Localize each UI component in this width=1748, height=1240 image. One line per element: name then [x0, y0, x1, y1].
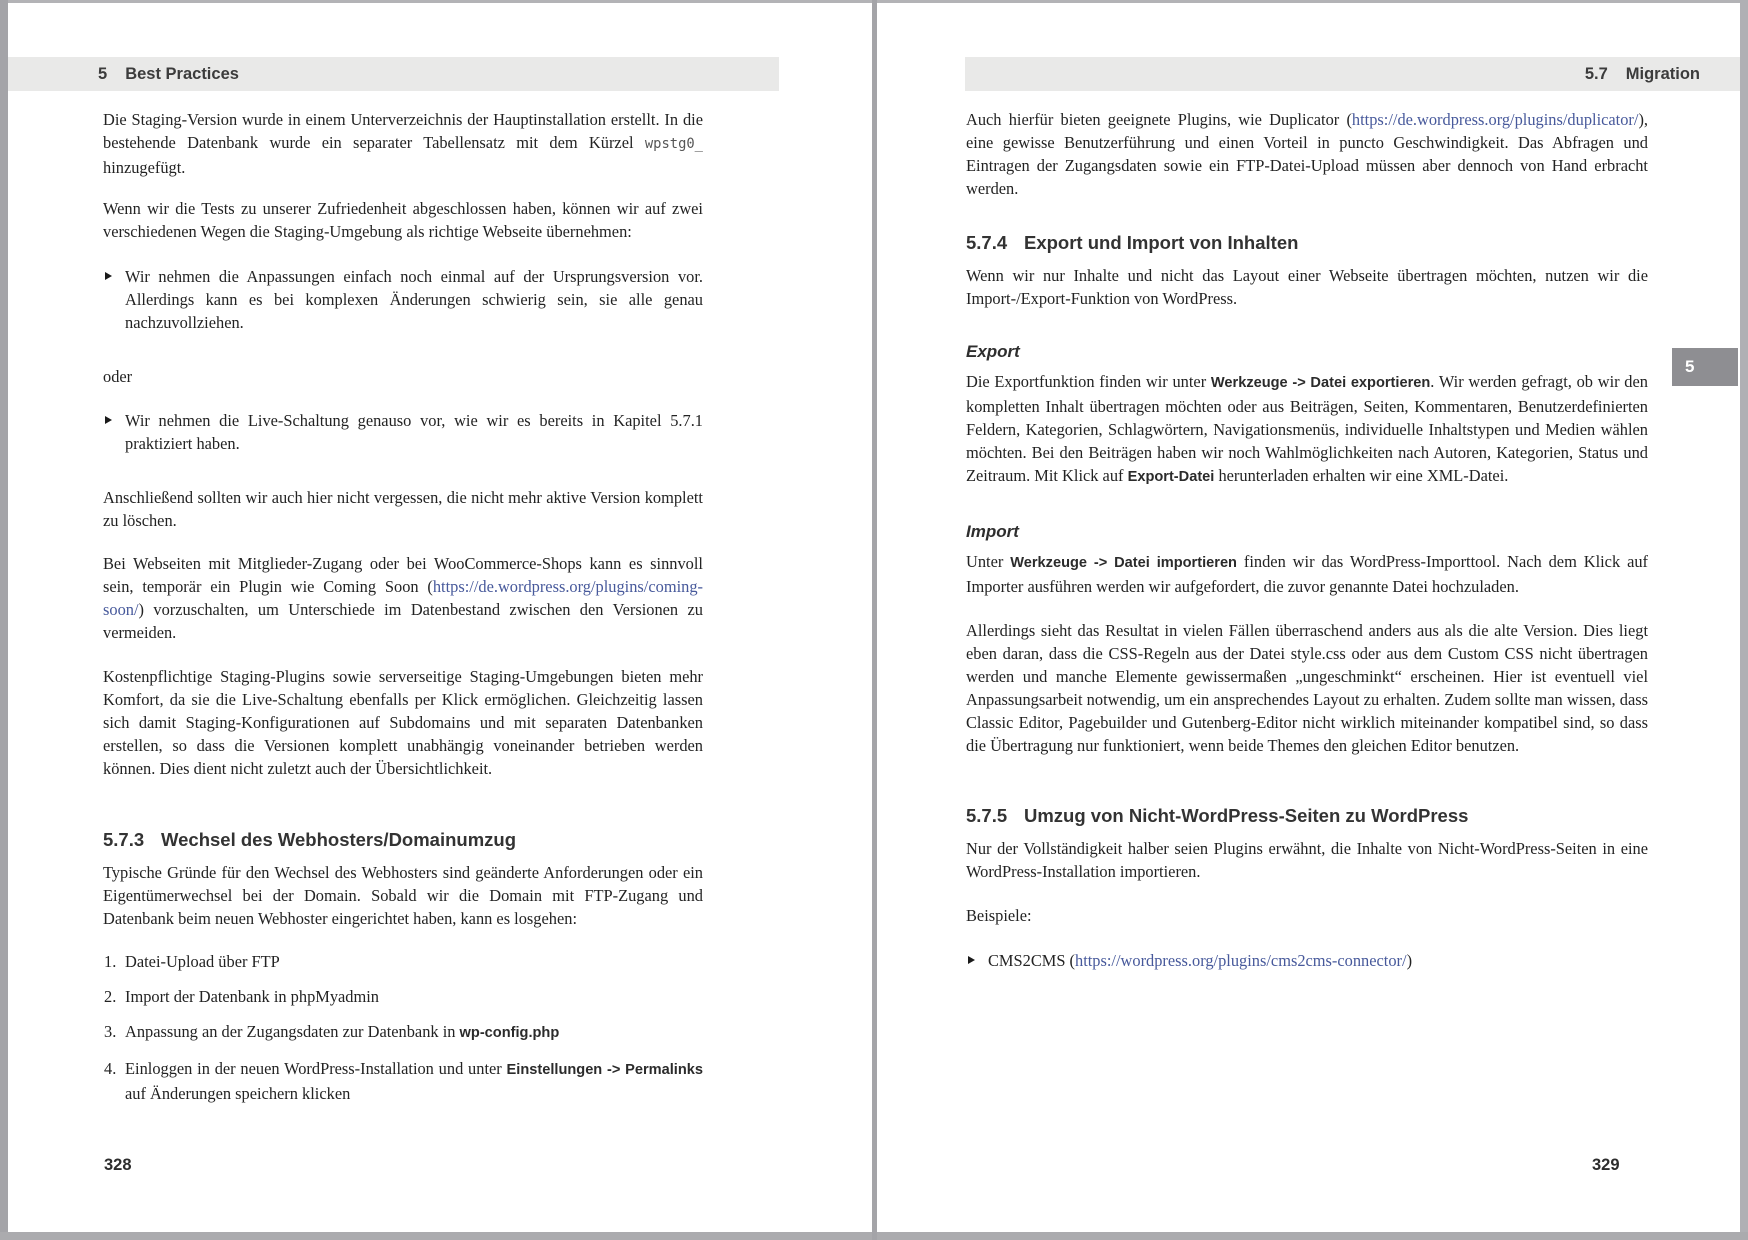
triangle-bullet-icon — [105, 272, 112, 280]
text-segment: ) — [1406, 951, 1413, 970]
bullet-item — [966, 949, 1648, 972]
connector-word: oder — [103, 367, 133, 386]
section-title: Umzug von Nicht-WordPress-Seiten zu WordPress — [1024, 805, 1469, 826]
text-segment: Unter — [966, 552, 1011, 571]
text-segment: Die Exportfunktion finden wir unter — [966, 372, 1211, 391]
bullet-item — [103, 265, 703, 334]
list-item-number: 3. — [104, 1022, 117, 1041]
right-running-head — [965, 57, 1740, 91]
paragraph — [966, 550, 1648, 598]
left-page — [8, 3, 872, 1232]
triangle-bullet-icon — [105, 416, 112, 424]
page-number: 328 — [104, 1156, 132, 1174]
text-segment: ), eine gewisse Benutzerführung und einen Vorteil in puncto Geschwindigkeit. Das Abfragen und Eintragen der Zugangsdaten sowie ein FTP-Datei-Upload müssen aber dennoch von Hand erbracht werden. — [966, 110, 1648, 198]
text-segment: herunterladen erhalten wir eine XML-Datei. — [1214, 466, 1509, 485]
text-segment: Werkzeuge -> Datei importieren — [1010, 555, 1237, 571]
bullet-text: Wir nehmen die Live-Schaltung genauso vor, wie wir es bereits in Kapitel 5.7.1 praktiziert haben. — [125, 411, 703, 453]
section-number: 5.7.5 — [966, 805, 1008, 826]
text-segment: CMS2CMS ( — [988, 951, 1075, 970]
paragraph — [103, 108, 703, 179]
list-item-text — [125, 1022, 559, 1041]
paragraph: Wenn wir die Tests zu unserer Zufriedenheit abgeschlossen haben, können wir auf zwei verschiedenen Wegen die Staging-Umgebung als richtige Webseite übernehmen: — [103, 199, 703, 241]
bullet-text — [988, 951, 1412, 970]
section-title: Migration — [1625, 64, 1700, 83]
section-heading — [966, 231, 1648, 255]
text-segment: Import der Datenbank in phpMyadmin — [125, 987, 379, 1006]
text-segment: Datei-Upload über FTP — [125, 952, 280, 971]
scan-border-left — [0, 0, 8, 1240]
list-item-number: 4. — [104, 1059, 117, 1078]
list-item-text — [125, 987, 379, 1006]
paragraph — [103, 552, 703, 644]
paragraph: Wenn wir nur Inhalte und nicht das Layout einer Webseite übertragen möchten, nutzen wir die Import-/Export-Funktion von WordPress. — [966, 266, 1648, 308]
chapter-title: Best Practices — [125, 64, 239, 83]
section-title: Wechsel des Webhosters/Domainumzug — [161, 829, 517, 850]
paragraph: Typische Gründe für den Wechsel des Webhosters sind geänderte Anforderungen oder ein Eigentümerwechsel bei der Domain. Sobald wir die Domain mit FTP-Zugang und Datenbank beim neuen Webhoster eingerichtet haben, kann es losgehen: — [103, 863, 703, 928]
paragraph: Allerdings sieht das Resultat in vielen Fällen überraschend anders aus als die alte Version. Dies liegt eben daran, dass die CSS-Regeln aus der Datei style.css oder aus dem Custom CSS nicht übertragen werden und manche Elemente gewissermaßen „ungeschminkt“ erscheinen. Hier ist eventuell viel Anpassungsarbeit notwendig, um ein ansprechendes Layout zu erhalten. Zudem sollte man wissen, dass Classic Editor, Pagebuilder und Gutenberg-Editor nicht wirklich miteinander kompatibel sind, so dass die Übertragung nur funktioniert, wenn beide Themes den gleichen Editor benutzen. — [966, 621, 1648, 755]
text-segment: . Wir werden gefragt, ob wir den kompletten Inhalt übertragen möchten oder aus Beiträgen, Seiten, Kommentaren, Benutzerdefinierten Feldern, Kategorien, Schlagwörtern, Navigationsmenüs, individuelle Inhaltstypen und Medien wählen möchten. Bei den Beiträgen haben wir noch Wahlmöglichkeiten nach Autoren, Kategorien, Status und Zeitraum. Mit Klick auf — [966, 372, 1648, 485]
section-title: Export und Import von Inhalten — [1024, 232, 1299, 253]
list-item-text — [125, 1059, 703, 1103]
chapter-number: 5 — [98, 64, 108, 83]
text-segment: Anpassung an der Zugangsdaten zur Datenbank in — [125, 1022, 460, 1041]
section-heading — [966, 804, 1648, 828]
paragraph: Nur der Vollständigkeit halber seien Plugins erwähnt, die Inhalte von Nicht-WordPress-Seiten in eine WordPress-Installation importieren. — [966, 839, 1648, 881]
section-number: 5.7.3 — [103, 829, 145, 850]
text-segment: Die Staging-Version wurde in einem Unterverzeichnis der Hauptinstallation erstellt. In die bestehende Datenbank wurde ein separater Tabellensatz mit dem Kürzel — [103, 110, 703, 152]
right-text-column — [966, 94, 1648, 972]
hyperlink[interactable]: https://de.wordpress.org/plugins/coming-soon/ — [103, 577, 703, 619]
text-segment: Einstellungen -> Permalinks — [506, 1062, 703, 1078]
hyperlink[interactable]: https://de.wordpress.org/plugins/duplicator/ — [1351, 110, 1639, 129]
bullet-item — [103, 409, 703, 455]
list-item — [103, 1020, 703, 1045]
text-segment: auf Änderungen speichern klicken — [125, 1084, 351, 1103]
text-segment: ) vorzuschalten, um Unterschiede im Datenbestand zwischen den Versionen zu vermeiden. — [103, 600, 703, 642]
paragraph — [966, 108, 1648, 200]
list-item-number: 1. — [104, 952, 117, 971]
text-segment: Einloggen in der neuen WordPress-Installation und unter — [125, 1059, 507, 1078]
bullet-text: Wir nehmen die Anpassungen einfach noch einmal auf der Ursprungsversion vor. Allerdings kann es bei komplexen Änderungen schwierig sein, sie alle genau nachzuvollziehen. — [125, 267, 703, 332]
section-heading — [103, 828, 703, 852]
left-running-head — [8, 57, 779, 91]
text-segment: finden wir das WordPress-Importtool. Nach dem Klick auf Importer ausführen werden wir aufgefordert, die zuvor genannte Datei hochzuladen. — [966, 552, 1648, 596]
triangle-bullet-icon — [968, 956, 975, 964]
list-item — [103, 1057, 703, 1105]
text-segment: hinzugefügt. — [103, 158, 186, 177]
page-number: 329 — [1592, 1156, 1620, 1174]
text-segment: Export-Datei — [1127, 469, 1215, 485]
text-segment: Bei Webseiten mit Mitglieder-Zugang oder bei WooCommerce-Shops kann es sinnvoll sein, temporär ein Plugin wie Coming Soon ( — [103, 554, 703, 596]
right-page — [877, 3, 1740, 1232]
list-item — [103, 950, 703, 973]
list-item-number: 2. — [104, 987, 117, 1006]
text-segment: wp-config.php — [459, 1025, 560, 1041]
subsection-heading: Import — [966, 522, 1019, 541]
list-item-text — [125, 952, 280, 971]
section-number: 5.7 — [1584, 64, 1608, 83]
paragraph: Beispiele: — [966, 906, 1032, 925]
hyperlink[interactable]: https://wordpress.org/plugins/cms2cms-connector/ — [1075, 951, 1407, 970]
text-segment: Auch hierfür bieten geeignete Plugins, wie Duplicator ( — [966, 110, 1352, 129]
text-segment: wpstg0_ — [644, 136, 703, 152]
text-segment: Werkzeuge -> Datei exportieren — [1210, 375, 1431, 391]
subsection-heading: Export — [966, 342, 1020, 361]
left-text-column — [103, 94, 703, 1105]
scan-border-right — [1740, 0, 1748, 1240]
section-number: 5.7.4 — [966, 232, 1008, 253]
list-item — [103, 985, 703, 1008]
paragraph: Kostenpflichtige Staging-Plugins sowie serverseitige Staging-Umgebungen bieten mehr Komfort, da sie die Live-Schaltung ebenfalls per Klick ermöglichen. Gleichzeitig lassen sich damit Staging-Konfigurationen auf Subdomains und mit separaten Datenbanken erstellen, so dass die Versionen komplett unabhängig voneinander betrieben werden können. Dies dient nicht zuletzt auch der Übersichtlichkeit. — [103, 667, 703, 778]
paragraph: Anschließend sollten wir auch hier nicht vergessen, die nicht mehr aktive Version komplett zu löschen. — [103, 488, 703, 530]
chapter-thumb-tab: 5 — [1672, 348, 1738, 386]
paragraph — [966, 370, 1648, 489]
